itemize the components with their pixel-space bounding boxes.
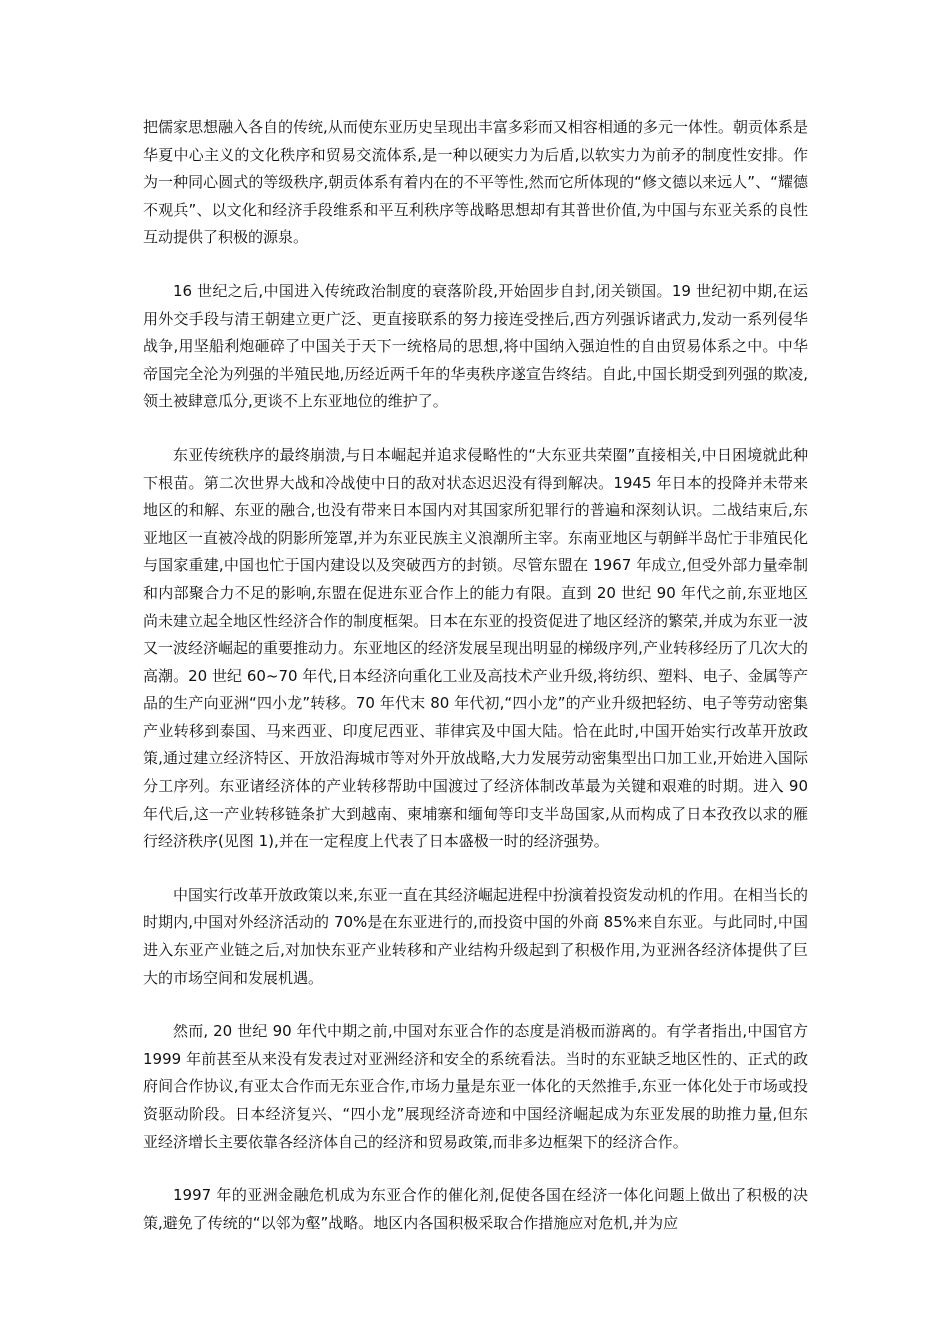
- paragraph-5: 然而, 20 世纪 90 年代中期之前,中国对东亚合作的态度是消极而游离的。有学者指出,中国官方 1999 年前甚至从来没有发表过对亚洲经济和安全的系统看法。当时的东亚缺乏地区性的、正式的政府间合作协议,有亚太合作而无东亚合作,市场力量是东亚一体化的天然推手,东亚一体化处于市场或投资驱动阶段。日本经济复兴、“四小龙”展现经济奇迹和中国经济崛起成为东亚发展的助推力量,但东亚经济增长主要依靠各经济体自己的经济和贸易政策,而非多边框架下的经济合作。: [143, 1022, 808, 1151]
- paragraph-2: 16 世纪之后,中国进入传统政治制度的衰落阶段,开始固步自封,闭关锁国。19 世纪初中期,在运用外交手段与清王朝建立更广泛、更直接联系的努力接连受挫后,西方列强诉诸武力,发动一系列侵华战争,用坚船利炮砸碎了中国关于天下一统格局的思想,将中国纳入强迫性的自由贸易体系之中。中华帝国完全沦为列强的半殖民地,历经近两千年的华夷秩序遂宣告终结。自此,中国长期受到列强的欺凌,领土被肆意瓜分,更谈不上东亚地位的维护了。: [143, 281, 808, 411]
- paragraph-4: 中国实行改革开放政策以来,东亚一直在其经济崛起进程中扮演着投资发动机的作用。在相当长的时期内,中国对外经济活动的 70%是在东亚进行的,而投资中国的外商 85%来自东亚。与此同时,中国进入东亚产业链之后,对加快东亚产业转移和产业结构升级起到了积极作用,为亚洲各经济体提供了巨大的市场空间和发展机遇。: [143, 885, 808, 987]
- paragraph-6: 1997 年的亚洲金融危机成为东亚合作的催化剂,促使各国在经济一体化问题上做出了积极的决策,避免了传统的“以邻为壑”战略。地区内各国积极采取合作措施应对危机,并为应: [143, 1186, 808, 1232]
- document-body: [143, 114, 808, 1263]
- paragraph-1: 把儒家思想融入各自的传统,从而使东亚历史呈现出丰富多彩而又相容相通的多元一体性。朝贡体系是华夏中心主义的文化秩序和贸易交流体系,是一种以硬实力为后盾,以软实力为前矛的制度性安排。作为一种同心圆式的等级秩序,朝贡体系有着内在的不平等性,然而它所体现的“修文德以来远人”、“耀德不观兵”、以文化和经济手段维系和平互利秩序等战略思想却有其普世价值,为中国与东亚关系的良性互动提供了积极的源泉。: [143, 118, 808, 247]
- paragraph-3: 东亚传统秩序的最终崩溃,与日本崛起并追求侵略性的“大东亚共荣圈”直接相关,中日困境就此种下根苗。第二次世界大战和冷战使中日的敌对状态迟迟没有得到解决。1945 年日本的投降并未带来地区的和解、东亚的融合,也没有带来日本国内对其国家所犯罪行的普遍和深刻认识。二战结束后,东亚地区一直被冷战的阴影所笼罩,并为东亚民族主义浪潮所主宰。东南亚地区与朝鲜半岛忙于非殖民化与国家重建,中国也忙于国内建设以及突破西方的封锁。尽管东盟在 1967 年成立,但受外部力量牵制和内部聚合力不足的影响,东盟在促进东亚合作上的能力有限。直到 20 世纪 90 年代之前,东亚地区尚未建立起全地区性经济合作的制度框架。日本在东亚的投资促进了地区经济的繁荣,并成为东亚一波又一波经济崛起的重要推动力。东亚地区的经济发展呈现出明显的梯级序列,产业转移经历了几次大的高潮。20 世纪 60~70 年代,日本经济向重化工业及高技术产业升级,将纺织、塑料、电子、金属等产品的生产向亚洲“四小龙”转移。70 年代末 80 年代初,“四小龙”的产业升级把轻纺、电子等劳动密集产业转移到泰国、马来西亚、印度尼西亚、菲律宾及中国大陆。恰在此时,中国开始实行改革开放政策,通过建立经济特区、开放沿海城市等对外开放战略,大力发展劳动密集型出口加工业,开始进入国际分工序列。东亚诸经济体的产业转移帮助中国渡过了经济体制改革最为关键和艰难的时期。进入 90 年代后,这一产业转移链条扩大到越南、柬埔寨和缅甸等印支半岛国家,从而构成了日本孜孜以求的雁行经济秩序(见图 1),并在一定程度上代表了日本盛极一时的经济强势。: [143, 445, 808, 851]
